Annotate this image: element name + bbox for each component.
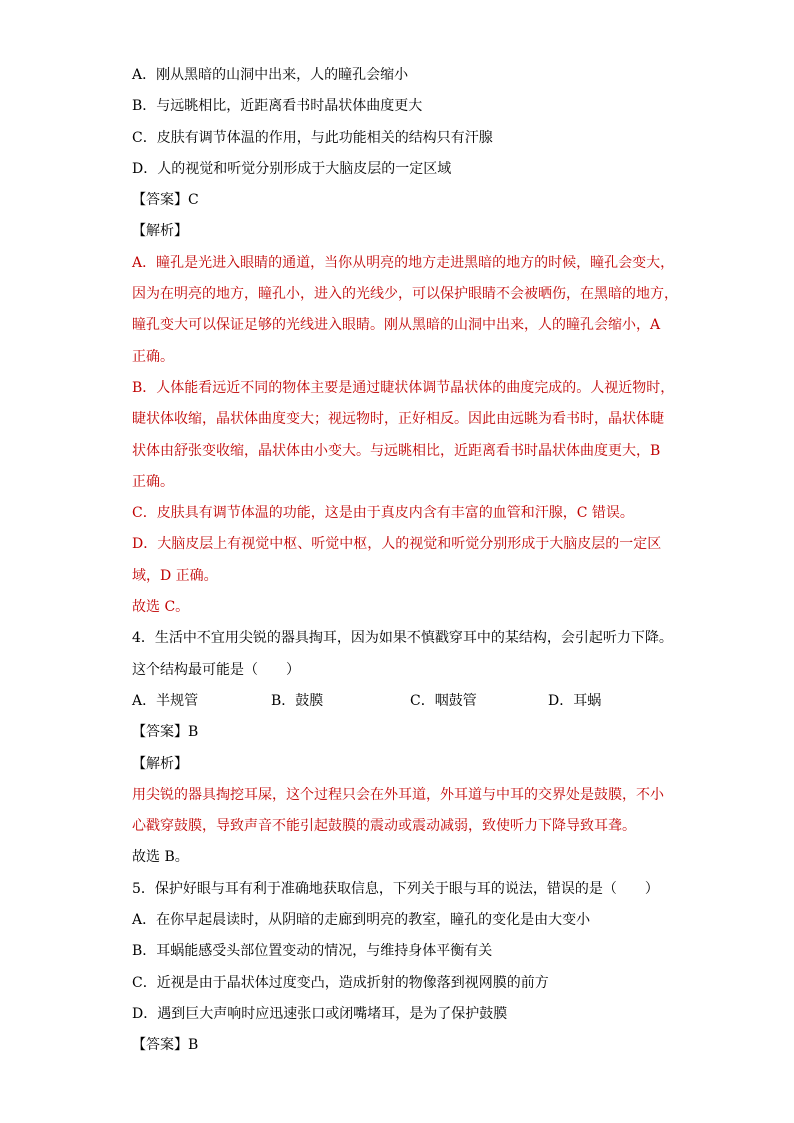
q4-option-b: B．鼓膜 <box>271 692 324 709</box>
q5-option-a: A．在你早起晨读时，从阴暗的走廊到明亮的教室，瞳孔的变化是由大变小 <box>132 912 591 929</box>
q4-option-d: D．耳蜗 <box>548 692 602 709</box>
q5-option-d: D．遇到巨大声响时应迅速张口或闭嘴堵耳，是为了保护鼓膜 <box>132 1005 508 1022</box>
q3-analysis-line: 因为在明亮的地方，瞳孔小，进入的光线少，可以保护眼睛不会被晒伤，在黑暗的地方， <box>132 286 678 303</box>
q3-analysis-line: B．人体能看远近不同的物体主要是通过睫状体调节晶状体的曲度完成的。人视近物时， <box>132 379 675 396</box>
q3-option-b: B．与远眺相比，近距离看书时晶状体曲度更大 <box>132 98 423 115</box>
q4-conclusion: 故选 B。 <box>132 849 189 866</box>
q4-option-a: A．半规管 <box>132 692 199 709</box>
q3-conclusion: 故选 C。 <box>132 599 190 616</box>
q5-answer: 【答案】B <box>132 1037 199 1054</box>
q3-option-a: A．刚从黑暗的山洞中出来，人的瞳孔会缩小 <box>132 67 409 83</box>
q4-option-c: C．咽鼓管 <box>410 692 477 709</box>
document-page <box>132 60 692 1062</box>
q4-analysis-line: 用尖锐的器具掏挖耳屎，这个过程只会在外耳道，外耳道与中耳的交界处是鼓膜，不小 <box>132 786 664 803</box>
q3-analysis-line: 瞳孔变大可以保证足够的光线进入眼睛。刚从黑暗的山洞中出来，人的瞳孔会缩小，A <box>132 317 661 334</box>
q3-analysis-line: 睫状体收缩，晶状体曲度变大；视远物时，正好相反。因此由远眺为看书时，晶状体睫 <box>132 411 664 428</box>
q5-option-b: B．耳蜗能感受头部位置变动的情况，与维持身体平衡有关 <box>132 943 493 960</box>
q3-analysis-line: A．瞳孔是光进入眼睛的通道，当你从明亮的地方走进黑暗的地方的时候，瞳孔会变大， <box>132 254 675 271</box>
q3-analysis-line: 域，D 正确。 <box>132 567 218 584</box>
q5-option-c: C．近视是由于晶状体过度变凸，造成折射的物像落到视网膜的前方 <box>132 974 549 991</box>
q3-answer: 【答案】C <box>132 192 199 209</box>
q5-stem: 5．保护好眼与耳有利于准确地获取信息，下列关于眼与耳的说法，错误的是（ ） <box>132 880 659 897</box>
q3-analysis-line: D．大脑皮层上有视觉中枢、听觉中枢，人的视觉和听觉分别形成于大脑皮层的一定区 <box>132 536 662 553</box>
q3-analysis-line: 正确。 <box>132 348 174 365</box>
q4-analysis-label: 【解析】 <box>132 755 188 772</box>
q3-analysis-line: 正确。 <box>132 473 174 490</box>
q3-analysis-label: 【解析】 <box>132 223 188 240</box>
q3-option-c: C．皮肤有调节体温的作用，与此功能相关的结构只有汗腺 <box>132 129 493 146</box>
q4-analysis-line: 心戳穿鼓膜，导致声音不能引起鼓膜的震动或震动减弱，致使听力下降导致耳聋。 <box>132 818 636 835</box>
q4-answer: 【答案】B <box>132 724 199 741</box>
q4-options-row <box>132 686 692 717</box>
q3-analysis-line: C．皮肤具有调节体温的功能，这是由于真皮内含有丰富的血管和汗腺，C 错误。 <box>132 505 634 522</box>
q3-option-d: D．人的视觉和听觉分别形成于大脑皮层的一定区域 <box>132 160 452 177</box>
q4-stem-line: 4．生活中不宜用尖锐的器具掏耳，因为如果不慎戳穿耳中的某结构，会引起听力下降。 <box>132 630 673 647</box>
q3-analysis-line: 状体由舒张变收缩，晶状体由小变大。与远眺相比，近距离看书时晶状体曲度更大，B <box>132 442 661 459</box>
q4-stem-line: 这个结构最可能是（ ） <box>132 661 300 678</box>
